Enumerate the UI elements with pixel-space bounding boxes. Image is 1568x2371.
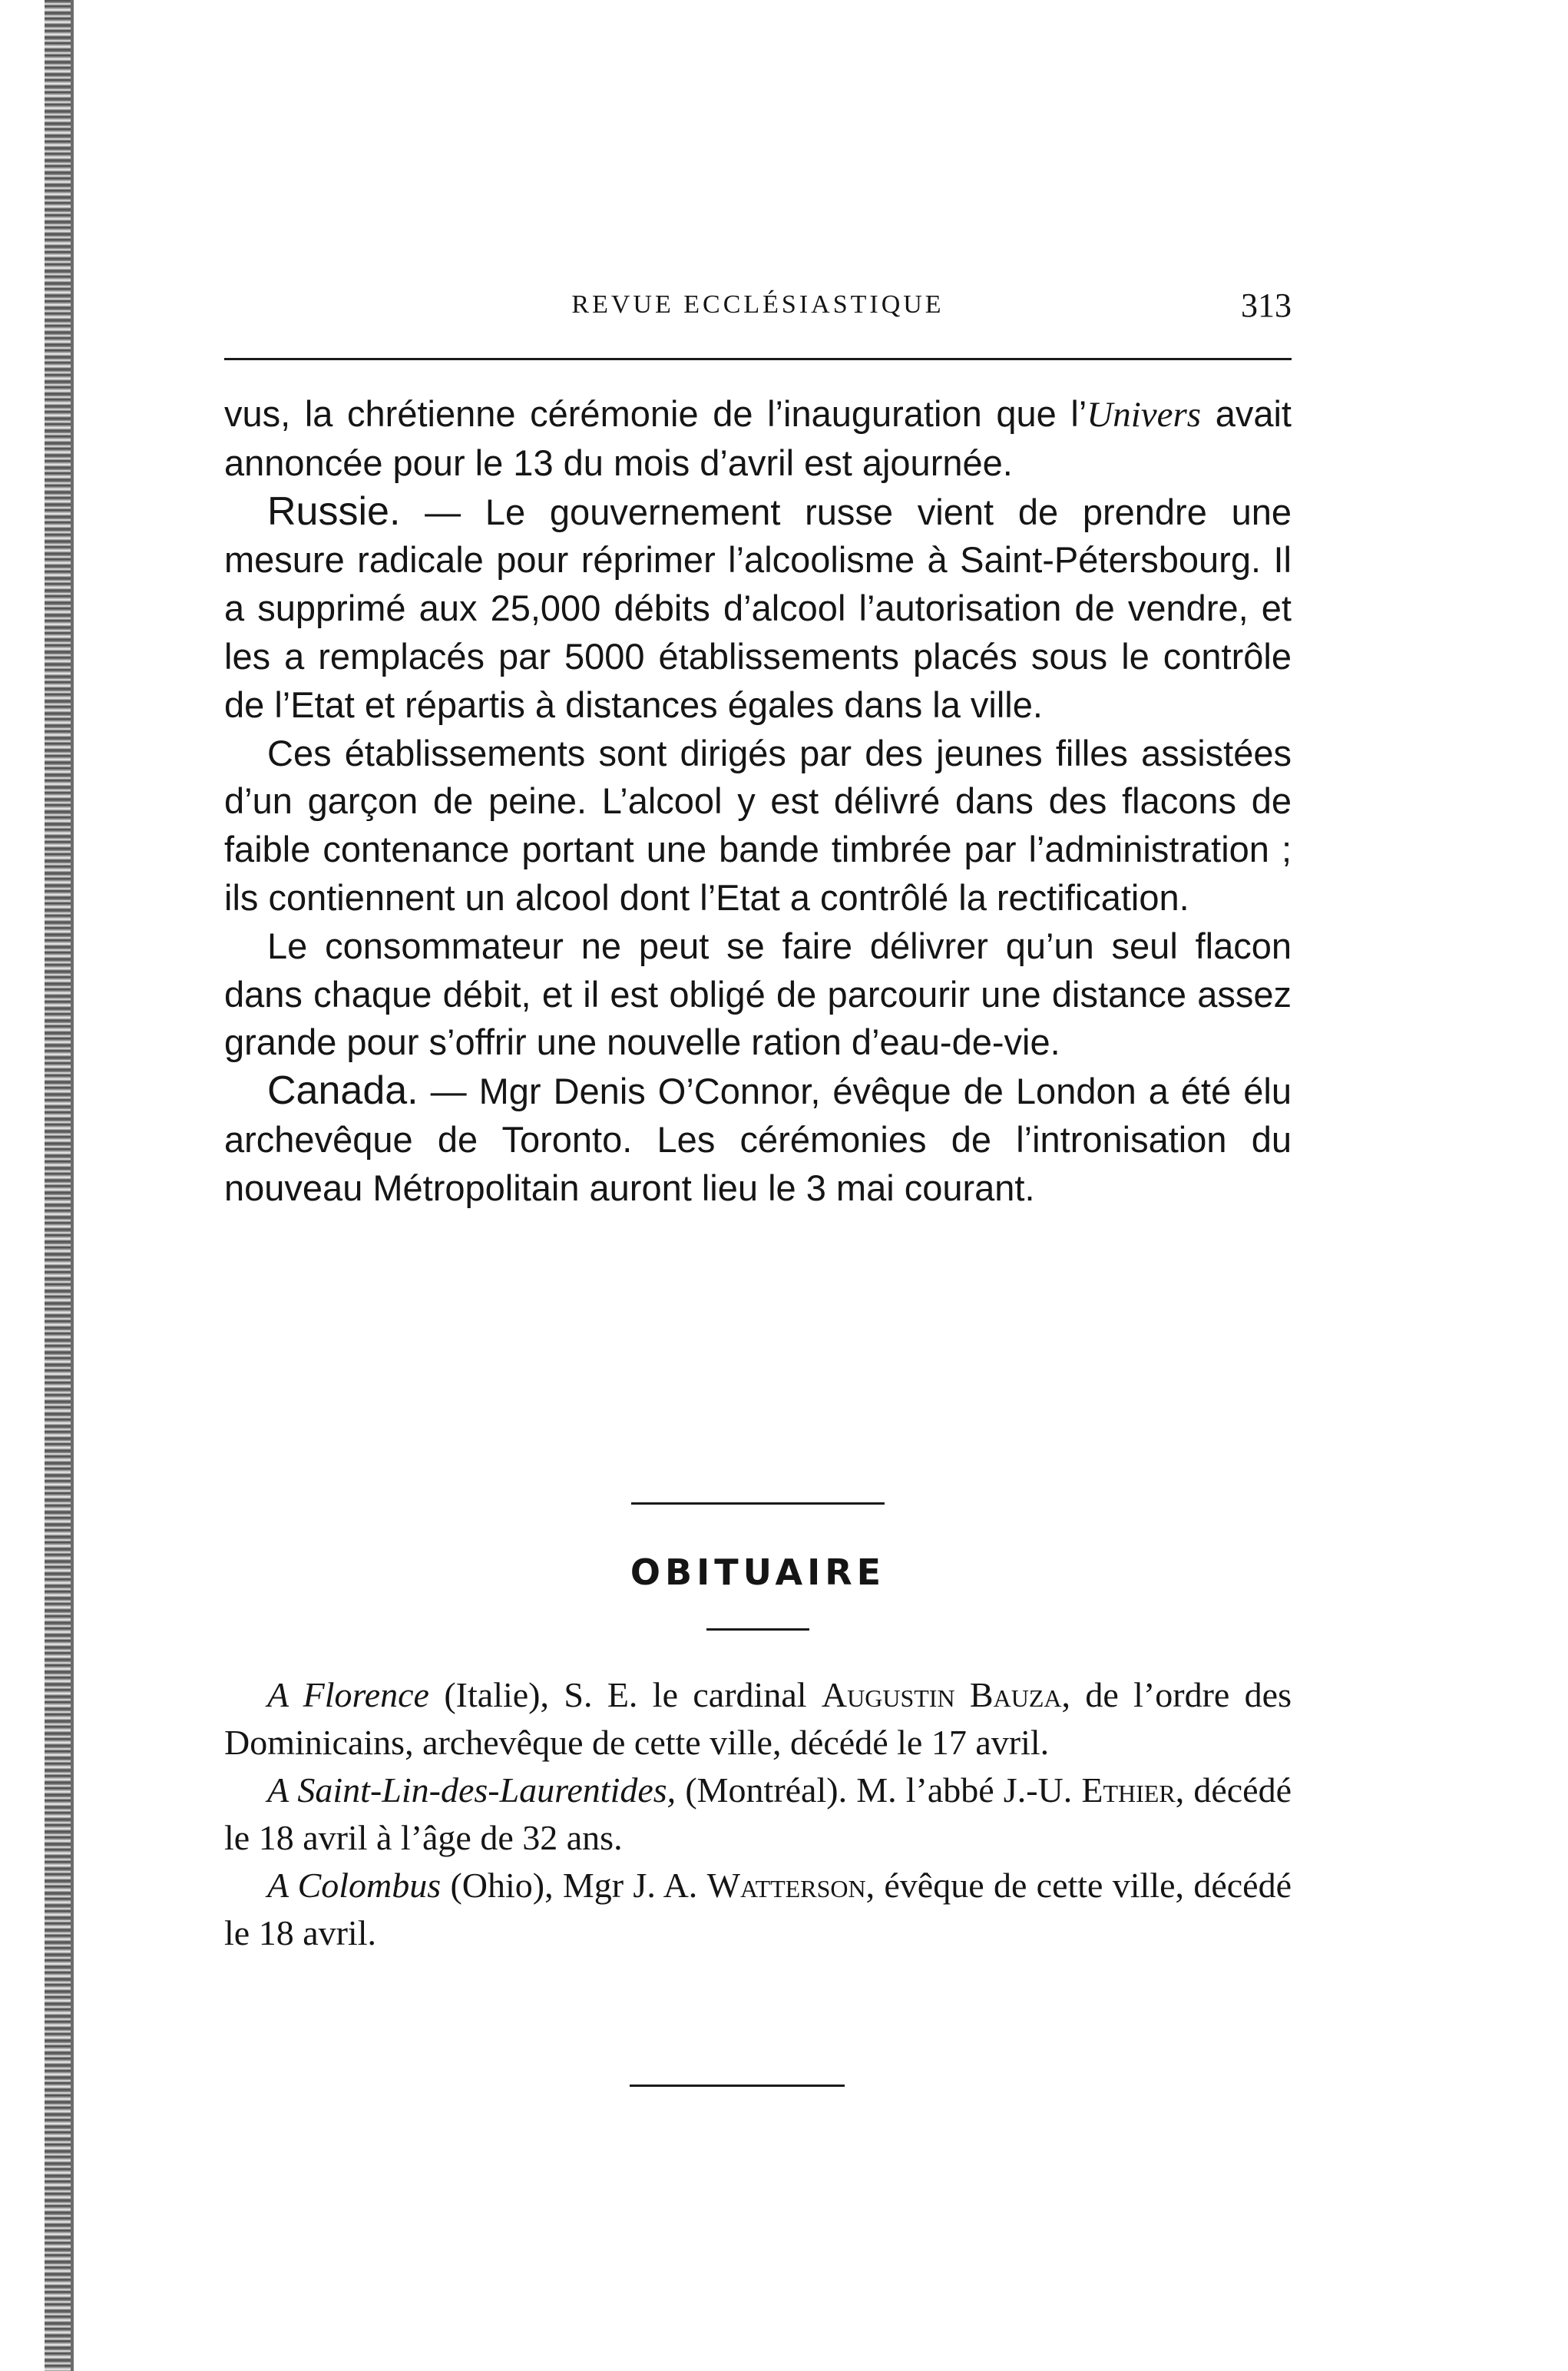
p1-text-b: avait annoncée pour le 13 du mois d’avril est ajournée. <box>224 393 1292 483</box>
section-head-russia: Russie. <box>267 488 401 534</box>
entry-place: A Saint-Lin-des-Laurentides, <box>267 1770 676 1810</box>
section-divider <box>631 1502 885 1505</box>
end-rule <box>630 2085 845 2087</box>
obituary-list <box>224 1671 1292 1957</box>
canada-text: — Mgr Denis O’Connor, évêque de London a été élu archevêque de Toronto. Les cérémonies de l’intronisation du nouveau Métropolitain auront lieu le 3 mai courant. <box>224 1071 1292 1208</box>
paragraph-canada <box>224 1067 1292 1212</box>
establishments-text: Ces établissements sont dirigés par des jeunes filles assistées d’un garçon de peine. L’alcool y est délivré dans des flacons de faible contenance portant une bande timbrée par l’administration ; ils contiennent un alcool dont l’Etat a contrôlé la rectification. <box>224 732 1292 918</box>
section-head-canada: Canada. <box>267 1068 418 1114</box>
paragraph-establishments <box>224 730 1292 922</box>
consumer-text: Le consommateur ne peut se faire délivrer qu’un seul flacon dans chaque débit, et il est obligé de parcourir une distance assez grande pour s’offrir une nouvelle ration d’eau-de-vie. <box>224 925 1292 1063</box>
entry-text: , décédé le 18 avril à l’âge de 32 ans. <box>224 1770 1292 1857</box>
obituary-entry <box>224 1671 1292 1767</box>
obituary-entry <box>224 1862 1292 1957</box>
running-head <box>224 286 1292 332</box>
page-number: 313 <box>1241 286 1292 324</box>
paragraph-russia <box>224 488 1292 730</box>
title-underline <box>706 1628 809 1631</box>
entry-text: (Ohio), Mgr J. A. <box>441 1866 707 1905</box>
p1-journal-title: Univers <box>1087 395 1202 435</box>
entry-name: Augustin Bauza <box>821 1675 1062 1714</box>
article-body <box>224 390 1292 1213</box>
entry-name: Ethier <box>1081 1770 1176 1810</box>
page-gutter-shadow <box>71 0 74 2371</box>
paragraph-consumer <box>224 922 1292 1067</box>
entry-text: (Italie), S. E. le cardinal <box>428 1675 822 1714</box>
header-rule <box>224 358 1292 360</box>
entry-text: (Montréal). M. l’abbé J.-U. <box>676 1770 1082 1810</box>
entry-name: Watterson <box>706 1866 866 1905</box>
entry-place: A Florence <box>267 1675 429 1714</box>
p1-text-a: vus, la chrétienne cérémonie de l’inauguration que l’ <box>224 393 1087 434</box>
paragraph-continuation <box>224 390 1292 488</box>
obituary-title: OBITUAIRE <box>630 1551 886 1593</box>
entry-place: A Colombus <box>267 1866 442 1905</box>
running-title: REVUE ECCLÉSIASTIQUE <box>571 290 944 319</box>
book-binding-edge <box>45 0 71 2371</box>
russia-text: — Le gouvernement russe vient de prendre une mesure radicale pour réprimer l’alcoolisme à Saint-Pétersbourg. Il a supprimé aux 25,000 débits d’alcool l’autorisation de vendre, et les a remplacés par 5000 établissements placés sous le contrôle de l’Etat et répartis à distances égales dans la ville. <box>224 491 1292 725</box>
entry-text: , évêque de cette ville, décédé le 18 avril. <box>224 1866 1292 1952</box>
entry-text: , de l’ordre des Dominicains, archevêque de cette ville, décédé le 17 avril. <box>224 1675 1292 1762</box>
obituary-entry <box>224 1767 1292 1862</box>
